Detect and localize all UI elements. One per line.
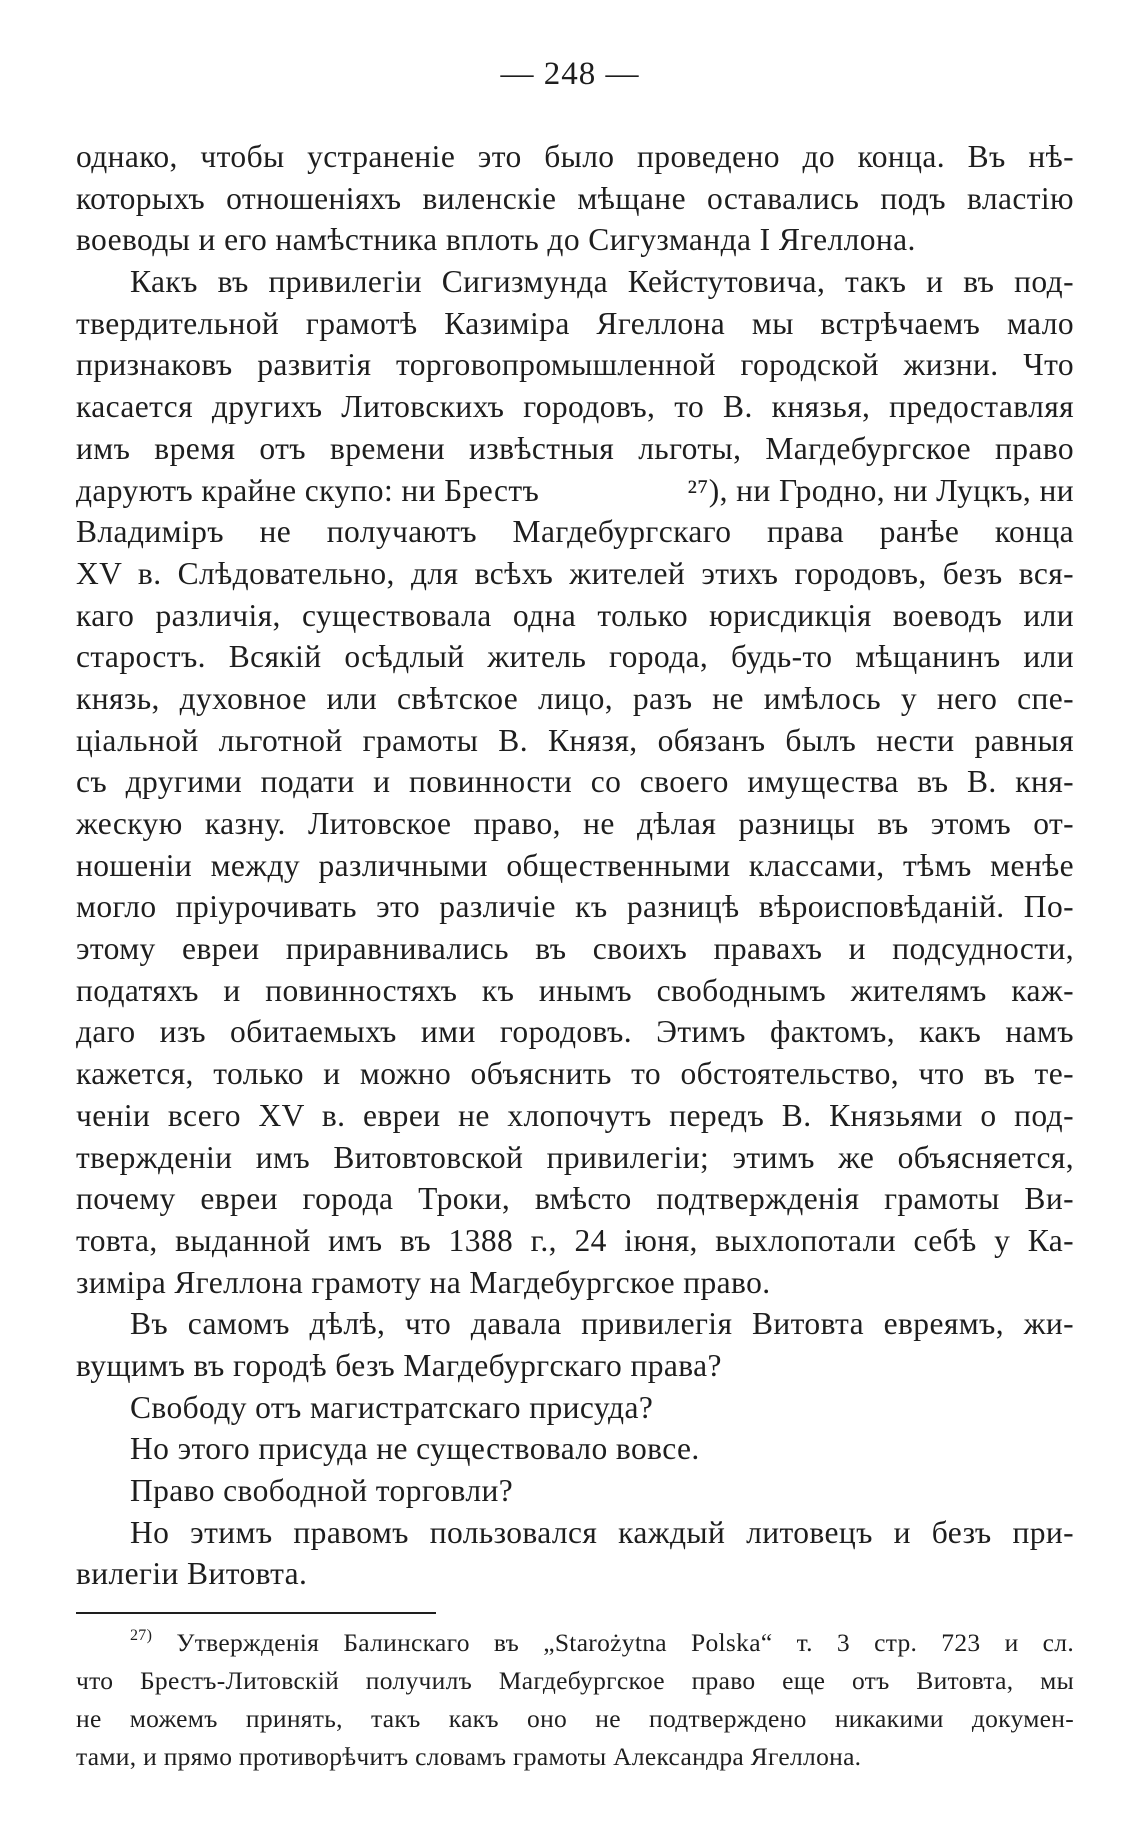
footnote-line <box>76 1624 1074 1662</box>
body-text <box>76 136 1074 1595</box>
body-line: зиміра Ягеллона грамоту на Магдебургское право. <box>76 1264 771 1300</box>
body-line: Право свободной торговли? <box>130 1473 514 1508</box>
body-line: кажется, только и можно объяснить то обстоятельство, что въ те- <box>76 1056 1074 1092</box>
body-line: однако, чтобы устраненіе это было проведено до конца. Въ нѣ- <box>76 139 1074 174</box>
body-line: Но этого присуда не существовало вовсе. <box>130 1431 700 1467</box>
body-line: жескую казну. Литовское право, не дѣлая разницы въ этомъ от- <box>76 806 1074 841</box>
body-line: признаковъ развитія торговопромышленной городской жизни. Что <box>76 347 1074 383</box>
body-line: Какъ въ привилегіи Сигизмунда Кейстутовича, такъ и въ под- <box>130 264 1074 300</box>
body-line: Владиміръ не получаютъ Магдебургскаго права ранѣе конца <box>76 514 1074 550</box>
body-line: твержденіи имъ Витовтовской привилегіи; этимъ же объясняется, <box>76 1139 1074 1175</box>
footnote-text: Утвержденія Балинскаго въ „Starożytna Polska“ т. 3 стр. 723 и сл. <box>176 1628 1074 1657</box>
body-line: податяхъ и повинностяхъ къ инымъ свободнымъ жителямъ каж- <box>76 972 1074 1008</box>
body-line: вущимъ въ городѣ безъ Магдебургскаго права? <box>76 1347 722 1383</box>
body-line: старостъ. Всякій осѣдлый житель города, будь-то мѣщанинъ или <box>76 639 1074 675</box>
body-line: Свободу отъ магистратскаго присуда? <box>130 1389 654 1425</box>
body-line: воеводы и его намѣстника вплоть до Сигузманда І Ягеллона. <box>76 222 916 258</box>
body-line: ченіи всего XV в. евреи не хлопочутъ передъ В. Князьями о под- <box>76 1097 1074 1133</box>
body-line: Но этимъ правомъ пользовался каждый литовецъ и безъ при- <box>130 1514 1074 1550</box>
footnote-divider <box>76 1612 436 1614</box>
footnote-line: не можемъ принять, такъ какъ оно не подтверждено никакими докумен- <box>76 1704 1074 1733</box>
body-line: каго различія, существовала одна только юрисдикція воеводъ или <box>76 597 1074 633</box>
footnotes <box>76 1624 1074 1776</box>
body-line: могло пріурочивать это различіе къ разницѣ вѣроисповѣданій. По- <box>76 889 1074 925</box>
page-number: — 248 — <box>500 56 640 92</box>
body-line: этому евреи приравнивались въ своихъ правахъ и подсудности, <box>76 931 1074 967</box>
body-line-with-footnote-ref <box>76 470 1074 512</box>
body-line: ціальной льготной грамоты В. Князя, обязанъ былъ нести равныя <box>76 722 1074 758</box>
body-line: почему евреи города Троки, вмѣсто подтвержденія грамоты Ви- <box>76 1181 1074 1217</box>
body-line: ношеніи между различными общественными классами, тѣмъ менѣе <box>76 847 1074 883</box>
body-line: вилегіи Витовта. <box>76 1556 308 1592</box>
footnote-line: что Брестъ-Литовскій получилъ Магдебургское право еще отъ Витовта, мы <box>76 1666 1074 1695</box>
footnote-marker: 27) <box>130 1627 153 1644</box>
body-line: товта, выданной имъ въ 1388 г., 24 іюня, выхлопотали себѣ у Ка- <box>76 1222 1074 1258</box>
body-line: съ другими подати и повинности со своего имущества въ В. кня- <box>76 764 1074 800</box>
body-line: князь, духовное или свѣтское лицо, разъ не имѣлось у него спе- <box>76 680 1074 716</box>
body-line: которыхъ отношеніяхъ виленскіе мѣщане оставались подъ властію <box>76 180 1074 216</box>
body-line: твердительной грамотѣ Казиміра Ягеллона мы встрѣчаемъ мало <box>76 305 1074 341</box>
body-line: даго изъ обитаемыхъ ими городовъ. Этимъ фактомъ, какъ намъ <box>76 1014 1074 1050</box>
body-line: имъ время отъ времени извѣстныя льготы, Магдебургское право <box>76 430 1074 466</box>
body-line: Въ самомъ дѣлѣ, что давала привилегія Витовта евреямъ, жи- <box>130 1306 1074 1342</box>
body-line: касается другихъ Литовскихъ городовъ, то В. князья, предоставляя <box>76 389 1074 425</box>
body-line: XV в. Слѣдовательно, для всѣхъ жителей этихъ городовъ, безъ вся- <box>76 555 1074 591</box>
body-line-part: ²⁷), ни Гродно, ни Луцкъ, ни <box>687 472 1074 508</box>
body-line-part: даруютъ крайне скупо: ни Брестъ <box>76 472 540 508</box>
footnote-line: тами, и прямо противорѣчитъ словамъ грамоты Александра Ягеллона. <box>76 1742 862 1771</box>
